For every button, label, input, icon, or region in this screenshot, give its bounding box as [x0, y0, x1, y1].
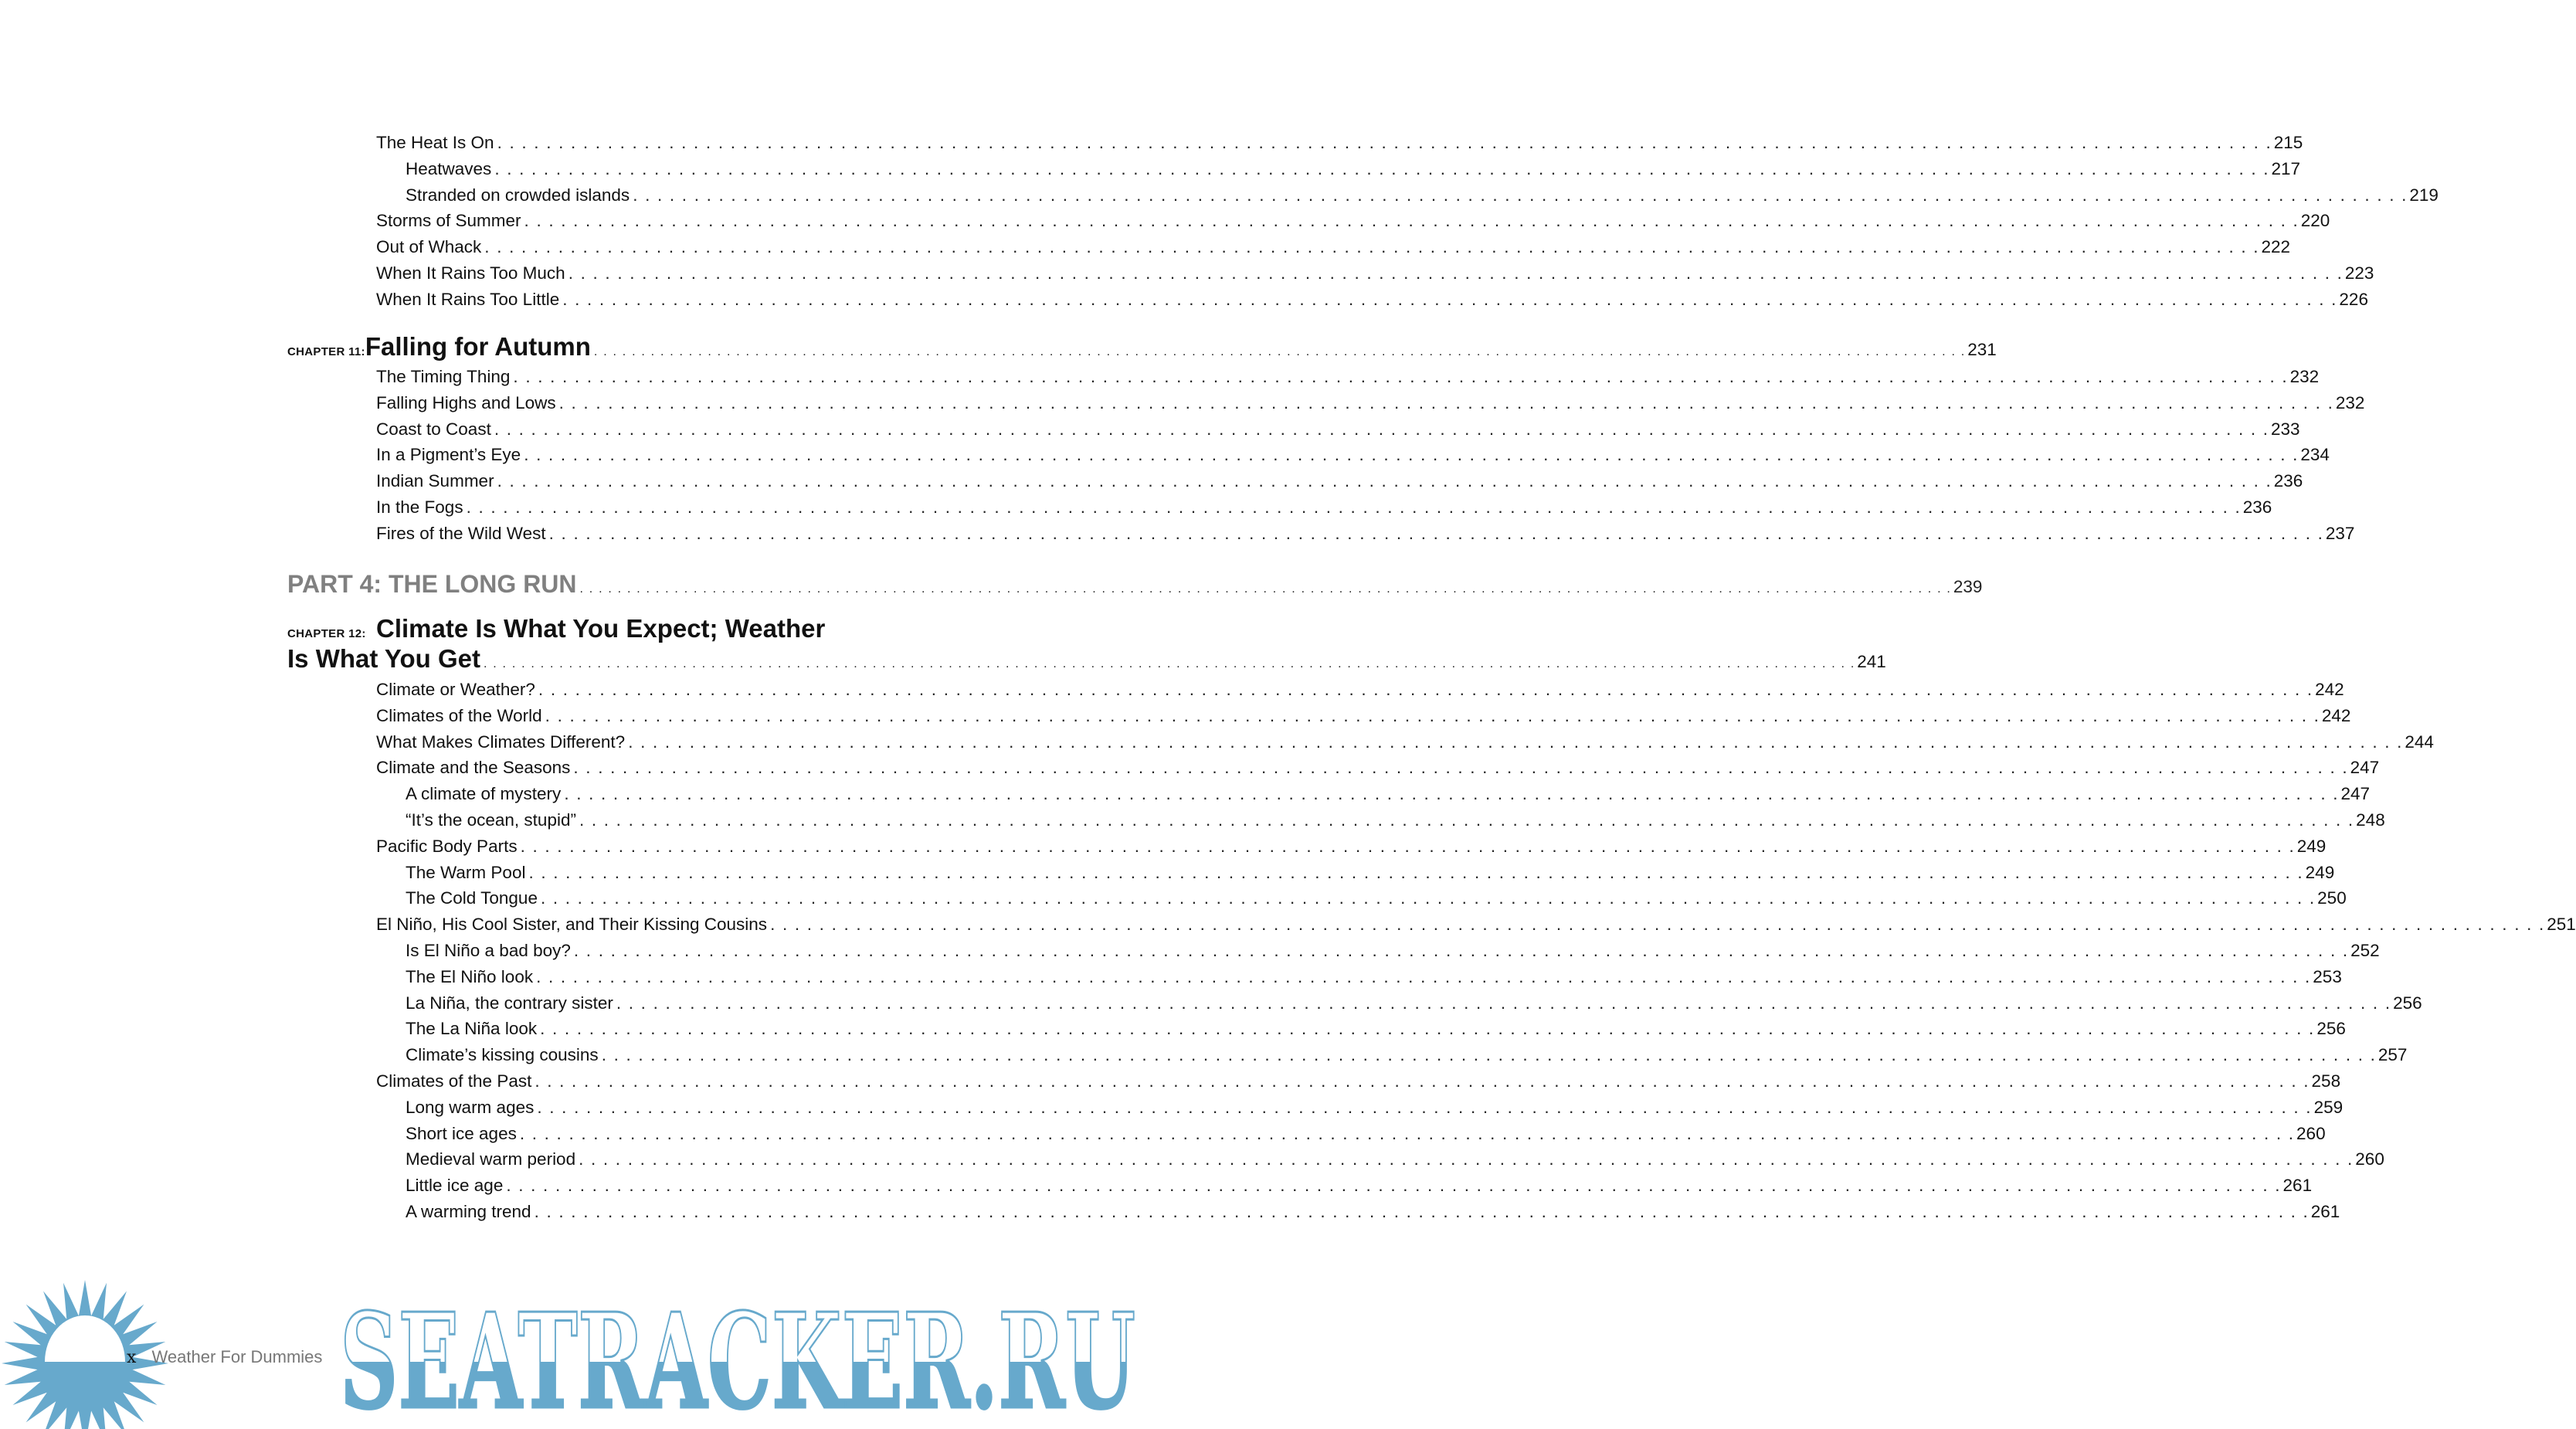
entry-title[interactable]: Falling Highs and Lows — [376, 392, 556, 412]
toc-entry[interactable] — [287, 521, 2355, 547]
entry-title[interactable]: “It’s the ocean, stupid” — [406, 810, 576, 830]
entry-title[interactable]: Storms of Summer — [376, 211, 521, 231]
toc-entry[interactable] — [287, 442, 2330, 468]
page-number: 248 — [2356, 810, 2385, 830]
entry-title[interactable]: Climate’s kissing cousins — [406, 1045, 599, 1065]
dot-leader — [484, 234, 2258, 260]
dot-leader — [535, 1068, 2308, 1095]
page-number: 239 — [1953, 577, 1983, 596]
toc-entry[interactable] — [287, 703, 2351, 729]
toc-entry[interactable] — [287, 260, 2374, 287]
page-number: 253 — [2313, 966, 2342, 986]
dot-leader — [506, 1173, 2279, 1199]
entry-title[interactable]: What Makes Climates Different? — [376, 731, 626, 752]
page-number: 223 — [2344, 263, 2374, 283]
entry-title[interactable]: The Heat Is On — [376, 133, 494, 152]
dot-leader — [580, 572, 1950, 606]
toc-entry[interactable] — [287, 677, 2344, 703]
toc-entry[interactable] — [287, 390, 2365, 416]
entry-title[interactable]: A warming trend — [406, 1201, 531, 1221]
entry-title[interactable]: Climates of the World — [376, 705, 542, 725]
entry-title[interactable]: The La Niña look — [406, 1019, 538, 1039]
toc-entry[interactable] — [287, 234, 2291, 260]
entry-title[interactable]: Is El Niño a bad boy? — [406, 940, 571, 960]
page-number: 231 — [1967, 340, 1997, 359]
page-number: 252 — [2350, 940, 2380, 960]
toc-entry[interactable] — [287, 1016, 2346, 1042]
dot-leader — [467, 494, 2240, 521]
dot-leader — [616, 990, 2390, 1017]
page-number: 250 — [2317, 888, 2347, 908]
page-number: 232 — [2335, 392, 2365, 412]
chapter-label: CHAPTER 11: — [287, 345, 365, 358]
dot-leader — [633, 182, 2406, 209]
dot-leader — [538, 677, 2312, 703]
dot-leader — [497, 468, 2271, 494]
page-number: 217 — [2271, 158, 2301, 178]
page-number: 222 — [2261, 237, 2291, 257]
toc-entry[interactable] — [287, 156, 2301, 182]
toc-entry[interactable] — [287, 833, 2327, 860]
dot-leader — [494, 416, 2268, 443]
page-number: 220 — [2300, 211, 2330, 231]
entry-title[interactable]: Climate and the Seasons — [376, 758, 571, 778]
toc-entry[interactable] — [287, 364, 2320, 390]
entry-title[interactable]: When It Rains Too Little — [376, 289, 560, 309]
page-number: 259 — [2313, 1097, 2344, 1117]
page-number: 257 — [2377, 1045, 2408, 1065]
entry-title[interactable]: Long warm ages — [406, 1097, 535, 1117]
entry-title[interactable]: The El Niño look — [406, 966, 534, 986]
page-number: 249 — [2296, 836, 2327, 856]
dot-leader — [562, 287, 2336, 313]
dot-leader — [573, 755, 2347, 781]
toc-entry[interactable] — [287, 1095, 2344, 1121]
page-number: 256 — [2393, 993, 2422, 1013]
toc-entry[interactable] — [287, 807, 2385, 833]
dot-leader — [484, 649, 1854, 679]
toc-entry[interactable] — [287, 729, 2434, 755]
dot-leader — [541, 885, 2314, 911]
toc-entry[interactable] — [287, 1199, 2340, 1225]
entry-title[interactable]: In a Pigment’s Eye — [376, 445, 521, 465]
dot-leader — [549, 521, 2323, 547]
page-number: 215 — [2273, 133, 2303, 152]
dot-leader — [536, 964, 2310, 990]
page-number: 236 — [2273, 471, 2303, 491]
toc-entry[interactable] — [287, 1146, 2384, 1173]
dot-leader — [579, 1146, 2352, 1173]
dot-leader — [528, 860, 2302, 886]
toc-section-climate-entries — [287, 677, 2576, 1225]
page-number: 247 — [2350, 758, 2380, 778]
watermark-text: SEATRACKER.RU — [340, 1285, 1135, 1429]
dot-leader — [545, 703, 2319, 729]
page-number: 233 — [2271, 419, 2300, 439]
page-number: 261 — [2282, 1176, 2313, 1196]
toc-entry[interactable] — [287, 1068, 2341, 1095]
dot-leader — [494, 156, 2268, 182]
entry-title[interactable]: La Niña, the contrary sister — [406, 993, 613, 1013]
entry-title[interactable]: In the Fogs — [376, 497, 463, 517]
page-number: 234 — [2300, 445, 2330, 465]
entry-title[interactable]: Short ice ages — [406, 1123, 517, 1143]
page-number: 260 — [2296, 1123, 2326, 1143]
page-number: 236 — [2242, 497, 2272, 517]
page-number: 241 — [1857, 652, 1886, 671]
dot-leader — [513, 364, 2286, 390]
page-number: 244 — [2405, 731, 2434, 752]
toc-entry[interactable] — [287, 130, 2303, 156]
toc-entry[interactable] — [287, 1042, 2408, 1068]
page-number: 256 — [2316, 1019, 2346, 1039]
dot-leader — [559, 390, 2333, 416]
entry-title[interactable]: Climates of the Past — [376, 1071, 532, 1091]
toc-entry[interactable] — [287, 860, 2335, 886]
page-number: 249 — [2305, 862, 2335, 882]
dot-leader — [574, 938, 2347, 964]
entry-title[interactable]: Little ice age — [406, 1176, 504, 1196]
entry-title[interactable]: The Timing Thing — [376, 367, 511, 386]
chapter-title-line2[interactable]: Is What You Get — [287, 644, 480, 673]
entry-title[interactable]: When It Rains Too Much — [376, 263, 565, 283]
dot-leader — [564, 781, 2337, 807]
toc-chapter-11[interactable] — [287, 330, 1997, 364]
entry-title[interactable]: A climate of mystery — [406, 784, 562, 804]
chapter-title[interactable]: Falling for Autumn — [365, 332, 591, 361]
page-footer — [127, 1347, 322, 1367]
dot-leader — [540, 1016, 2313, 1042]
entry-title[interactable]: Out of Whack — [376, 237, 482, 257]
dot-leader — [524, 208, 2298, 234]
entry-title[interactable]: Stranded on crowded islands — [406, 185, 630, 205]
toc-entry[interactable] — [287, 885, 2347, 911]
entry-title[interactable]: The Warm Pool — [406, 862, 526, 882]
toc-entry[interactable] — [287, 208, 2330, 234]
page-number: 251 — [2547, 915, 2576, 935]
entry-title[interactable]: Climate or Weather? — [376, 680, 535, 699]
dot-leader — [770, 911, 2544, 938]
part-title[interactable]: PART 4: THE LONG RUN — [287, 570, 577, 598]
book-title: Weather For Dummies — [151, 1347, 323, 1366]
toc-entry[interactable] — [287, 1173, 2313, 1199]
toc-entry[interactable] — [287, 494, 2272, 521]
dot-leader — [524, 442, 2297, 468]
toc-entry[interactable] — [287, 468, 2303, 494]
page-number: 260 — [2355, 1149, 2384, 1169]
dot-leader — [602, 1042, 2375, 1068]
toc-entry[interactable] — [287, 755, 2380, 781]
page-number: 242 — [2321, 705, 2351, 725]
dot-leader — [535, 1199, 2308, 1225]
entry-title[interactable]: Medieval warm period — [406, 1149, 576, 1169]
toc-entry[interactable] — [287, 1121, 2326, 1147]
page-number: 226 — [2339, 289, 2368, 309]
dot-leader — [521, 833, 2294, 860]
page-number: 261 — [2310, 1201, 2340, 1221]
entry-title[interactable]: Fires of the Wild West — [376, 523, 546, 543]
dot-leader — [520, 1121, 2293, 1147]
chapter-title-line1[interactable]: Climate Is What You Expect; Weather — [376, 614, 826, 643]
toc-chapter-12[interactable] — [287, 613, 1886, 674]
page-number: 258 — [2311, 1071, 2341, 1091]
toc-part-4[interactable] — [287, 567, 1983, 601]
page-number: 237 — [2325, 523, 2355, 543]
toc-section-summer-entries — [287, 130, 2439, 313]
dot-leader — [628, 729, 2401, 755]
toc-entry[interactable] — [287, 938, 2380, 964]
entry-title[interactable]: Coast to Coast — [376, 419, 491, 439]
dot-leader — [568, 260, 2342, 287]
toc-entry[interactable] — [287, 964, 2342, 990]
entry-title[interactable]: Pacific Body Parts — [376, 836, 518, 856]
toc-section-autumn-entries — [287, 364, 2365, 547]
toc-entry[interactable] — [287, 416, 2300, 443]
entry-title[interactable]: The Cold Tongue — [406, 888, 538, 908]
page-number: 242 — [2315, 680, 2344, 699]
toc-entry[interactable] — [287, 287, 2368, 313]
page-number: 247 — [2340, 784, 2371, 804]
page-number: 232 — [2289, 367, 2320, 386]
entry-title[interactable]: Heatwaves — [406, 158, 492, 178]
toc-entry[interactable] — [287, 781, 2371, 807]
toc-entry[interactable] — [287, 911, 2576, 938]
toc-entry[interactable] — [287, 182, 2439, 209]
page-number: 219 — [2409, 185, 2439, 205]
toc-entry[interactable] — [287, 990, 2422, 1017]
entry-title[interactable]: Indian Summer — [376, 471, 494, 491]
chapter-label: CHAPTER 12: — [287, 627, 366, 640]
dot-leader — [537, 1095, 2310, 1121]
dot-leader — [579, 807, 2353, 833]
entry-title[interactable]: El Niño, His Cool Sister, and Their Kissing Cousins — [376, 915, 768, 935]
page-numeral: x — [127, 1348, 137, 1367]
dot-leader — [497, 130, 2271, 156]
